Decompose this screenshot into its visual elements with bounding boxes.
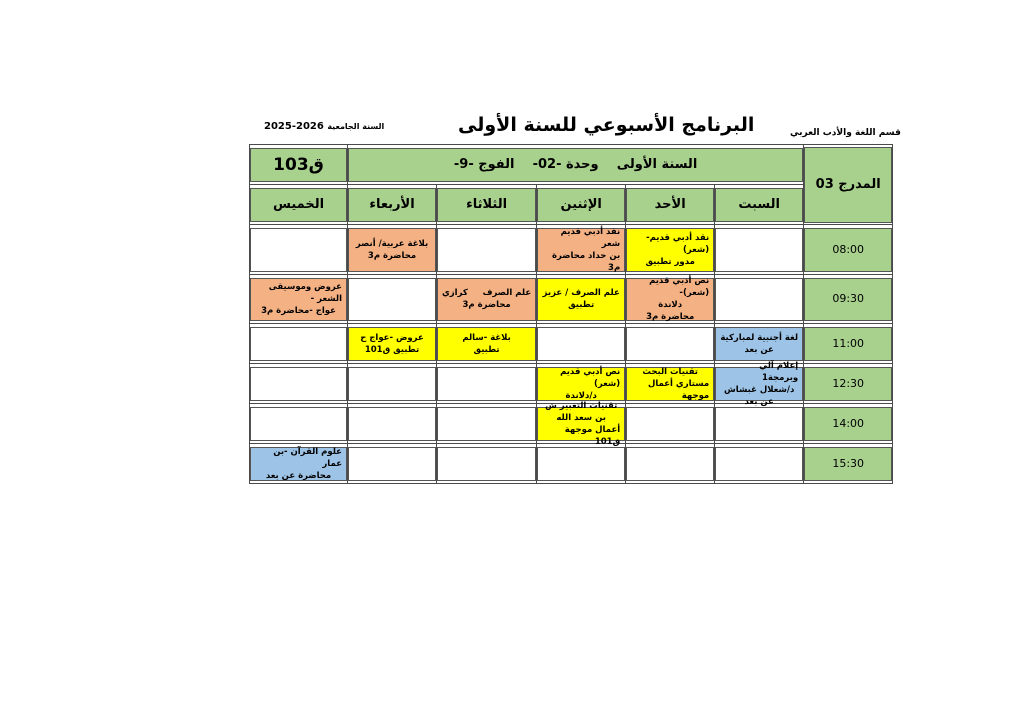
class-line: أعمال موجهة ق101 [564, 424, 621, 447]
class-line: عروض -عواج ح [360, 332, 424, 343]
class-line: نقد أدبي قديم شعر [560, 226, 621, 249]
class-line: محاضرة م3 [462, 300, 511, 310]
class-line: بن سعد الله [556, 412, 606, 423]
day-header: الأربعاء [348, 188, 436, 222]
class-slot [437, 278, 536, 321]
academic-year [264, 121, 384, 132]
empty-slot [626, 407, 714, 441]
class-line: دلاندة [658, 300, 683, 310]
class-line: بلاغة عربية/ أنصر [355, 238, 429, 249]
empty-slot [715, 278, 803, 321]
time-slot: 12:30 [804, 367, 892, 401]
group-info: السنة الأولى وحدة -02- الفوج -9- [348, 148, 803, 182]
class-slot [537, 367, 625, 401]
empty-slot [348, 278, 436, 321]
class-line: تطبيق ق101 [364, 344, 420, 355]
class-line: د/دلاندة [565, 390, 597, 401]
class-slot [250, 278, 347, 321]
empty-slot [715, 447, 803, 481]
empty-slot [348, 407, 436, 441]
empty-slot [437, 407, 536, 441]
page-title: البرنامج الأسبوعي للسنة الأولى [458, 114, 755, 136]
class-line: مستاري أعمال موجهة [647, 378, 710, 401]
empty-slot [250, 407, 347, 441]
class-slot [348, 327, 436, 361]
class-line: تطبيق [568, 300, 595, 310]
academic-year-label: السنة الجامعية [327, 122, 385, 131]
class-line: تطبيق [473, 344, 500, 355]
class-line: نقد أدبي قديم-(شعر) [646, 232, 710, 255]
empty-slot [715, 407, 803, 441]
day-header: السبت [715, 188, 803, 222]
schedule-table [249, 144, 893, 484]
class-slot [626, 278, 714, 321]
class-line: مدور تطبيق [645, 256, 695, 267]
class-slot [715, 327, 803, 361]
room-code: ق103 [250, 148, 347, 182]
group-info-cell [348, 145, 804, 185]
time-slot: 15:30 [804, 447, 892, 481]
class-line: نص أدبي قديم (شعر) [560, 366, 621, 389]
room-cell [250, 145, 348, 185]
class-slot [537, 400, 625, 447]
empty-slot [537, 447, 625, 481]
empty-slot [250, 327, 347, 361]
empty-slot [437, 228, 536, 272]
empty-slot [348, 367, 436, 401]
class-slot [250, 447, 347, 481]
class-line: علم الصرف كرازي [442, 288, 532, 298]
amphi-cell [804, 145, 893, 225]
class-line: عن بعد [744, 396, 774, 407]
class-line: نص أدبي قديم (شعر)- [649, 276, 710, 298]
time-slot: 14:00 [804, 407, 892, 441]
class-line: محاضرة عن بعد [265, 470, 332, 481]
class-slot [537, 278, 625, 321]
class-line: د/شعلال غبشاش [724, 384, 795, 395]
class-line: عواج -محاضرة م3 [261, 306, 336, 316]
class-slot [348, 228, 436, 272]
time-slot: 11:00 [804, 327, 892, 361]
day-header: الثلاثاء [437, 188, 536, 222]
department-label: قسم اللغة والأدب العربي [790, 128, 901, 138]
class-line: لغة أجنبية لمباركية [720, 332, 799, 343]
time-slot: 09:30 [804, 278, 892, 321]
empty-slot [437, 447, 536, 481]
class-line: بن حداد محاضرة م3 [552, 250, 621, 273]
class-slot [715, 360, 803, 407]
class-line: محاضرة م3 [367, 250, 417, 261]
time-slot: 08:00 [804, 228, 892, 272]
empty-slot [348, 447, 436, 481]
empty-slot [626, 327, 714, 361]
class-slot [626, 228, 714, 272]
class-line: عروض وموسيقى الشعر - [268, 282, 342, 304]
empty-slot [250, 228, 347, 272]
class-line: علم الصرف / عزيز [542, 288, 620, 298]
class-line: عن بعد [744, 344, 774, 355]
day-header: الإثنين [537, 188, 625, 222]
amphi-label: المدرج 03 [804, 147, 892, 223]
class-slot [626, 367, 714, 401]
class-line: تقنيات التعبير ش [545, 400, 618, 411]
empty-slot [250, 367, 347, 401]
class-line: بلاغة -سالم [462, 332, 511, 343]
class-line: محاضرة م3 [646, 312, 695, 322]
academic-year-value: 2026-2025 [264, 121, 324, 132]
class-slot [437, 327, 536, 361]
day-header: الأحد [626, 188, 714, 222]
empty-slot [715, 228, 803, 272]
empty-slot [437, 367, 536, 401]
class-line: تقنيات البحث [642, 366, 698, 377]
class-slot [537, 228, 625, 272]
empty-slot [626, 447, 714, 481]
empty-slot [537, 327, 625, 361]
day-header: الخميس [250, 188, 347, 222]
class-line: إعلام آلي وبرمجة1 [759, 360, 799, 383]
class-line: علوم القرآن -بن عمار [273, 446, 342, 469]
